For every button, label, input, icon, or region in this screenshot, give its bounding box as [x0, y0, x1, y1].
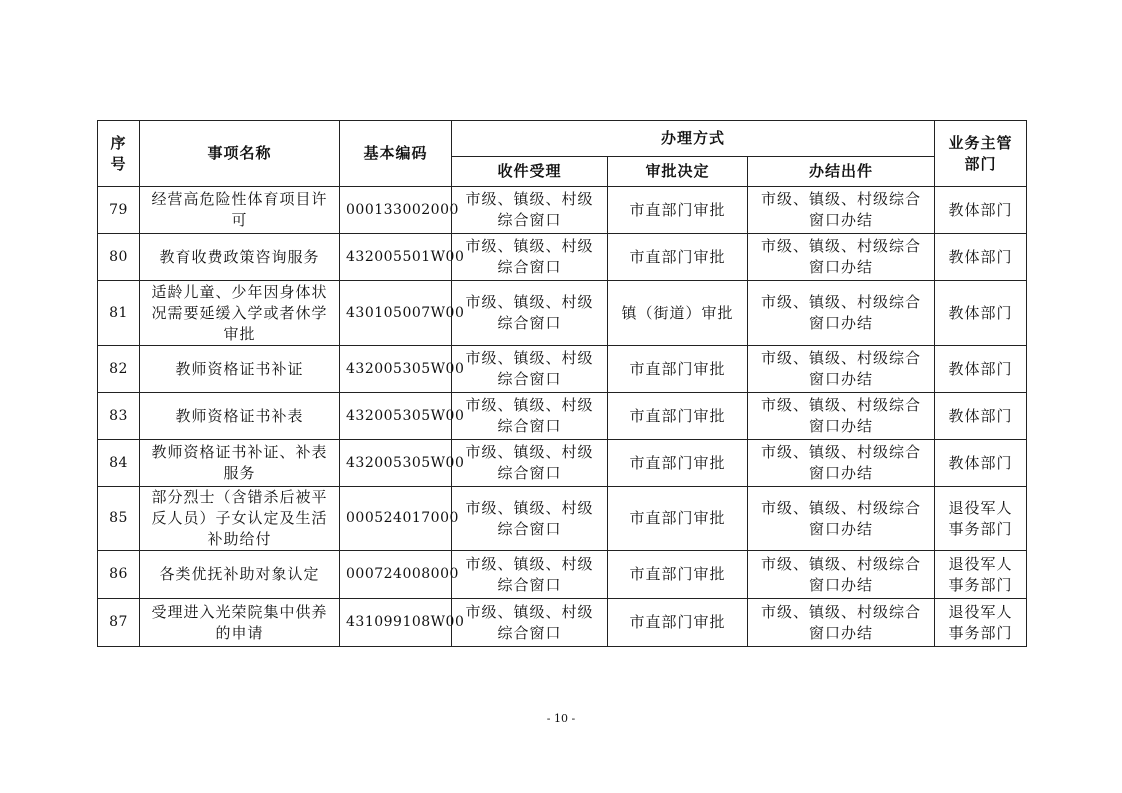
cell-receive: 市级、镇级、村级综合窗口: [452, 346, 608, 393]
header-code: 基本编码: [340, 121, 452, 187]
table-row: [98, 487, 1027, 551]
cell-dept: 教体部门: [935, 234, 1027, 281]
header-dept: 业务主管部门: [935, 121, 1027, 187]
cell-seq: 87: [98, 599, 140, 647]
table-row: [98, 187, 1027, 234]
cell-code: 430105007W00: [340, 281, 452, 346]
cell-name: 受理进入光荣院集中供养的申请: [140, 599, 340, 647]
cell-dept: 教体部门: [935, 187, 1027, 234]
cell-deliver: 市级、镇级、村级综合窗口办结: [748, 440, 935, 487]
cell-name: 经营高危险性体育项目许可: [140, 187, 340, 234]
cell-seq: 84: [98, 440, 140, 487]
cell-deliver: 市级、镇级、村级综合窗口办结: [748, 234, 935, 281]
cell-approve: 市直部门审批: [608, 234, 748, 281]
table-row: [98, 440, 1027, 487]
table-row: [98, 346, 1027, 393]
cell-approve: 市直部门审批: [608, 440, 748, 487]
header-seq: 序号: [98, 121, 140, 187]
cell-seq: 81: [98, 281, 140, 346]
cell-code: 432005305W00: [340, 393, 452, 440]
cell-code: 000133002000: [340, 187, 452, 234]
cell-code: 432005305W00: [340, 346, 452, 393]
cell-receive: 市级、镇级、村级综合窗口: [452, 551, 608, 599]
cell-approve: 市直部门审批: [608, 599, 748, 647]
header-receive: 收件受理: [452, 157, 608, 187]
cell-seq: 80: [98, 234, 140, 281]
table-header: [98, 121, 1027, 187]
cell-deliver: 市级、镇级、村级综合窗口办结: [748, 487, 935, 551]
table-row: [98, 281, 1027, 346]
table-row: [98, 393, 1027, 440]
cell-name: 教师资格证书补表: [140, 393, 340, 440]
table-body: [98, 187, 1027, 647]
cell-deliver: 市级、镇级、村级综合窗口办结: [748, 346, 935, 393]
cell-approve: 市直部门审批: [608, 551, 748, 599]
cell-receive: 市级、镇级、村级综合窗口: [452, 440, 608, 487]
cell-name: 各类优抚补助对象认定: [140, 551, 340, 599]
cell-approve: 镇（街道）审批: [608, 281, 748, 346]
cell-code: 432005305W00: [340, 440, 452, 487]
cell-receive: 市级、镇级、村级综合窗口: [452, 187, 608, 234]
page-number: - 10 -: [546, 712, 576, 725]
cell-dept: 教体部门: [935, 393, 1027, 440]
header-approve: 审批决定: [608, 157, 748, 187]
cell-dept: 退役军人事务部门: [935, 487, 1027, 551]
cell-dept: 退役军人事务部门: [935, 599, 1027, 647]
items-table: [97, 120, 1027, 647]
cell-seq: 85: [98, 487, 140, 551]
cell-dept: 教体部门: [935, 440, 1027, 487]
cell-deliver: 市级、镇级、村级综合窗口办结: [748, 599, 935, 647]
cell-deliver: 市级、镇级、村级综合窗口办结: [748, 551, 935, 599]
cell-deliver: 市级、镇级、村级综合窗口办结: [748, 281, 935, 346]
cell-code: 000724008000: [340, 551, 452, 599]
header-method: 办理方式: [452, 121, 935, 157]
cell-code: 431099108W00: [340, 599, 452, 647]
cell-receive: 市级、镇级、村级综合窗口: [452, 281, 608, 346]
cell-code: 432005501W00: [340, 234, 452, 281]
cell-receive: 市级、镇级、村级综合窗口: [452, 599, 608, 647]
cell-name: 教师资格证书补证: [140, 346, 340, 393]
table-row: [98, 551, 1027, 599]
header-row: [98, 121, 1027, 157]
cell-deliver: 市级、镇级、村级综合窗口办结: [748, 393, 935, 440]
cell-dept: 教体部门: [935, 346, 1027, 393]
cell-receive: 市级、镇级、村级综合窗口: [452, 393, 608, 440]
table-row: [98, 599, 1027, 647]
cell-approve: 市直部门审批: [608, 393, 748, 440]
cell-name: 适龄儿童、少年因身体状况需要延缓入学或者休学审批: [140, 281, 340, 346]
cell-deliver: 市级、镇级、村级综合窗口办结: [748, 187, 935, 234]
cell-name: 教育收费政策咨询服务: [140, 234, 340, 281]
cell-seq: 86: [98, 551, 140, 599]
header-name: 事项名称: [140, 121, 340, 187]
cell-approve: 市直部门审批: [608, 346, 748, 393]
cell-name: 教师资格证书补证、补表服务: [140, 440, 340, 487]
cell-code: 000524017000: [340, 487, 452, 551]
cell-dept: 退役军人事务部门: [935, 551, 1027, 599]
cell-approve: 市直部门审批: [608, 187, 748, 234]
cell-receive: 市级、镇级、村级综合窗口: [452, 234, 608, 281]
header-deliver: 办结出件: [748, 157, 935, 187]
cell-receive: 市级、镇级、村级综合窗口: [452, 487, 608, 551]
cell-seq: 83: [98, 393, 140, 440]
cell-seq: 82: [98, 346, 140, 393]
cell-name: 部分烈士（含错杀后被平反人员）子女认定及生活补助给付: [140, 487, 340, 551]
cell-seq: 79: [98, 187, 140, 234]
cell-approve: 市直部门审批: [608, 487, 748, 551]
table-row: [98, 234, 1027, 281]
cell-dept: 教体部门: [935, 281, 1027, 346]
